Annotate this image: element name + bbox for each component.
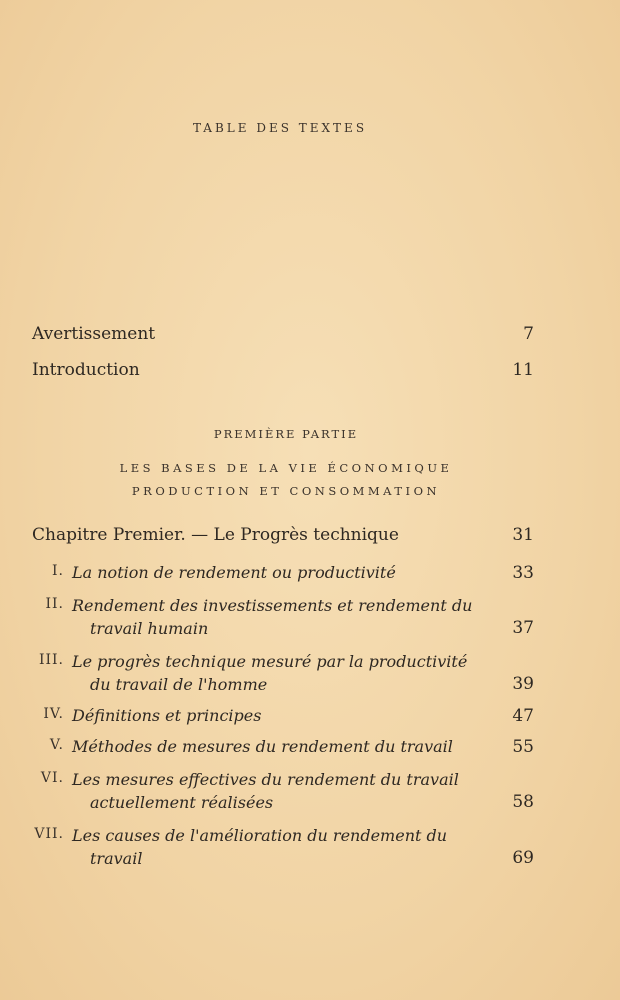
- section-numeral: VI.: [40, 770, 64, 786]
- toc-page-number: 58: [512, 792, 534, 812]
- section-title-line: La notion de rendement ou productivité: [72, 563, 396, 582]
- page-title: TABLE DES TEXTES: [192, 121, 368, 135]
- toc-entry-label: Avertissement: [32, 324, 156, 344]
- toc-page-number: 39: [512, 674, 534, 694]
- section-title-line: actuellement réalisées: [90, 793, 274, 812]
- toc-page-number: 7: [523, 324, 534, 344]
- section-numeral: III.: [38, 652, 64, 668]
- toc-page-number: 37: [512, 618, 534, 638]
- section-title-line: Les causes de l'amélioration du rendement du: [72, 826, 448, 845]
- part-subtitle-line-1: LES BASES DE LA VIE ÉCONOMIQUE: [119, 461, 453, 475]
- section-title-line: travail humain: [90, 619, 209, 638]
- section-title-line: Méthodes de mesures du rendement du travail: [72, 737, 453, 756]
- section-title-line: Les mesures effectives du rendement du travail: [72, 770, 459, 789]
- toc-page-number: 47: [512, 706, 534, 726]
- chapter-label: Chapitre Premier. — Le Progrès technique: [32, 525, 399, 545]
- toc-page-number: 33: [512, 563, 534, 583]
- section-title-line: Rendement des investissements et rendement du: [72, 596, 473, 615]
- toc-page-number: 69: [512, 848, 534, 868]
- section-numeral: I.: [52, 563, 64, 579]
- section-title-line: du travail de l'homme: [90, 675, 268, 694]
- section-title-line: Définitions et principes: [72, 706, 262, 725]
- section-numeral: II.: [45, 596, 64, 612]
- toc-page-number: 55: [512, 737, 534, 757]
- toc-entry-label: Introduction: [32, 360, 140, 380]
- section-numeral: VII.: [34, 826, 64, 842]
- part-subtitle-line-2: PRODUCTION ET CONSOMMATION: [131, 484, 441, 498]
- section-numeral: V.: [49, 737, 64, 753]
- section-numeral: IV.: [43, 706, 64, 722]
- section-title-line: travail: [90, 849, 143, 868]
- section-title-line: Le progrès technique mesuré par la productivité: [72, 652, 468, 671]
- toc-page-number: 11: [512, 360, 534, 380]
- part-heading: PREMIÈRE PARTIE: [213, 427, 359, 441]
- toc-page-number: 31: [512, 525, 534, 545]
